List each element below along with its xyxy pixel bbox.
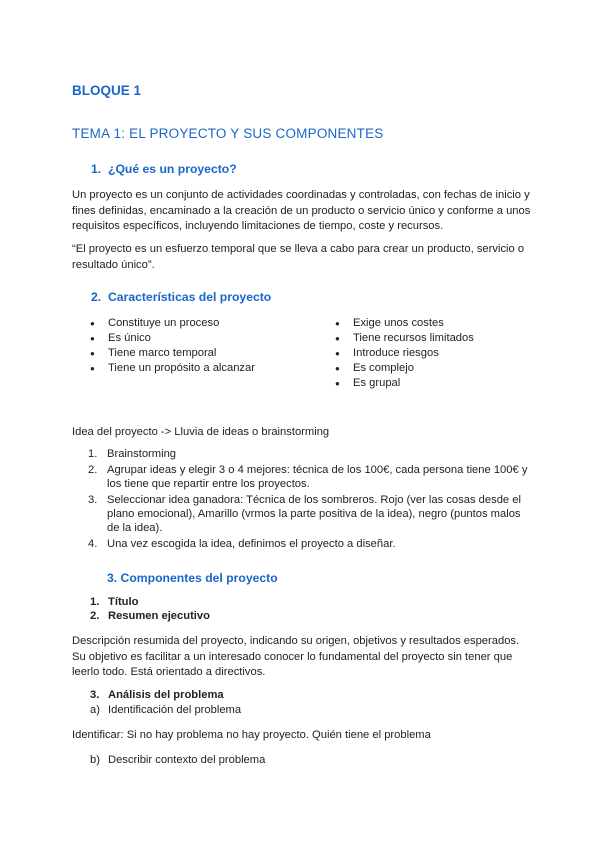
paragraph-line: Su objetivo es facilitar a un interesado conocer lo fundamental del proyecto sin tener que bbox=[72, 650, 513, 663]
paragraph-line: requisitos específicos, incluyendo limitaciones de tiempo, coste y recursos. bbox=[72, 220, 444, 232]
step-line: Brainstorming bbox=[107, 448, 177, 460]
paragraph-line: Descripción resumida del proyecto, indicando su origen, objetivos y resultados esperados. bbox=[72, 635, 520, 647]
item-number: 1. bbox=[90, 596, 100, 608]
list-item: ● Tiene marco temporal bbox=[88, 346, 255, 361]
item-number: 2. bbox=[90, 610, 100, 622]
list-item: ● Tiene un propósito a alcanzar bbox=[88, 361, 255, 376]
section3-description bbox=[72, 634, 527, 681]
subitem-letter: b) bbox=[90, 754, 100, 766]
list-item bbox=[72, 447, 527, 461]
brainstorming-steps bbox=[72, 447, 527, 552]
subitem-identificacion: Identificación del problema bbox=[108, 704, 242, 716]
list-item: ● Constituye un proceso bbox=[88, 316, 255, 331]
step-number: 3. bbox=[88, 493, 98, 506]
item-number: 3. bbox=[90, 689, 100, 701]
step-line: los tiene que repartir entre los proyectos. bbox=[107, 477, 310, 490]
list-item: ● Tiene recursos limitados bbox=[333, 331, 474, 346]
characteristics-left-list bbox=[88, 316, 255, 376]
list-item: ● Es grupal bbox=[333, 376, 474, 391]
list-item: ● Introduce riesgos bbox=[333, 346, 474, 361]
step-line: plano emocional), Amarillo (vrmos la parte positiva de la idea), negro (puntos malos bbox=[107, 507, 521, 520]
subitem-describir-contexto: Describir contexto del problema bbox=[108, 754, 266, 766]
step-line: Seleccionar idea ganadora: Técnica de los sombreros. Rojo (ver las cosas desde el bbox=[107, 493, 521, 506]
step-line: Una vez escogida la idea, definimos el proyecto a diseñar. bbox=[107, 537, 396, 550]
item-resumen-ejecutivo: Resumen ejecutivo bbox=[108, 610, 210, 622]
list-item bbox=[72, 463, 527, 491]
bloque-title: BLOQUE 1 bbox=[72, 83, 142, 98]
item-titulo: Título bbox=[108, 596, 139, 608]
idea-line: Idea del proyecto -> Lluvia de ideas o brainstorming bbox=[72, 426, 330, 438]
step-number: 1. bbox=[88, 448, 98, 460]
step-number: 2. bbox=[88, 463, 98, 476]
list-item bbox=[72, 537, 527, 551]
section2-title: Características del proyecto bbox=[108, 290, 272, 304]
section1-title: ¿Qué es un proyecto? bbox=[108, 162, 237, 176]
section3-title: 3. Componentes del proyecto bbox=[107, 571, 278, 585]
characteristics-right-list bbox=[333, 316, 474, 391]
list-item: ● Exige unos costes bbox=[333, 316, 474, 331]
paragraph-line: “El proyecto es un esfuerzo temporal que se lleva a cabo para crear un producto, servicio o bbox=[72, 243, 525, 255]
section1-paragraph-2 bbox=[72, 242, 527, 273]
item-analisis-problema: Análisis del problema bbox=[108, 689, 224, 701]
step-line: de la idea). bbox=[107, 522, 163, 535]
section1-number: 1. bbox=[91, 162, 102, 176]
tema-title: TEMA 1: EL PROYECTO Y SUS COMPONENTES bbox=[72, 126, 384, 141]
step-line: Agrupar ideas y elegir 3 o 4 mejores: técnica de los 100€, cada persona tiene 100€ y bbox=[107, 463, 528, 476]
list-item: ● Es único bbox=[88, 331, 255, 346]
section1-paragraph-1 bbox=[72, 188, 531, 235]
section2-number: 2. bbox=[91, 290, 102, 304]
paragraph-line: leerlo todo. Está orientado a directivos. bbox=[72, 666, 266, 678]
paragraph-line: fines definidas, encaminado a la creación de un producto o servicio único y conforme a unos bbox=[72, 204, 531, 217]
paragraph-line: Un proyecto es un conjunto de actividades coordinadas y controladas, con fechas de inicio y bbox=[72, 189, 530, 201]
identify-line: Identificar: Si no hay problema no hay proyecto. Quién tiene el problema bbox=[72, 729, 431, 741]
subitem-letter: a) bbox=[90, 704, 100, 716]
list-item: ● Es complejo bbox=[333, 361, 474, 376]
step-number: 4. bbox=[88, 537, 98, 550]
paragraph-line: resultado único”. bbox=[72, 258, 155, 271]
list-item bbox=[72, 493, 527, 536]
